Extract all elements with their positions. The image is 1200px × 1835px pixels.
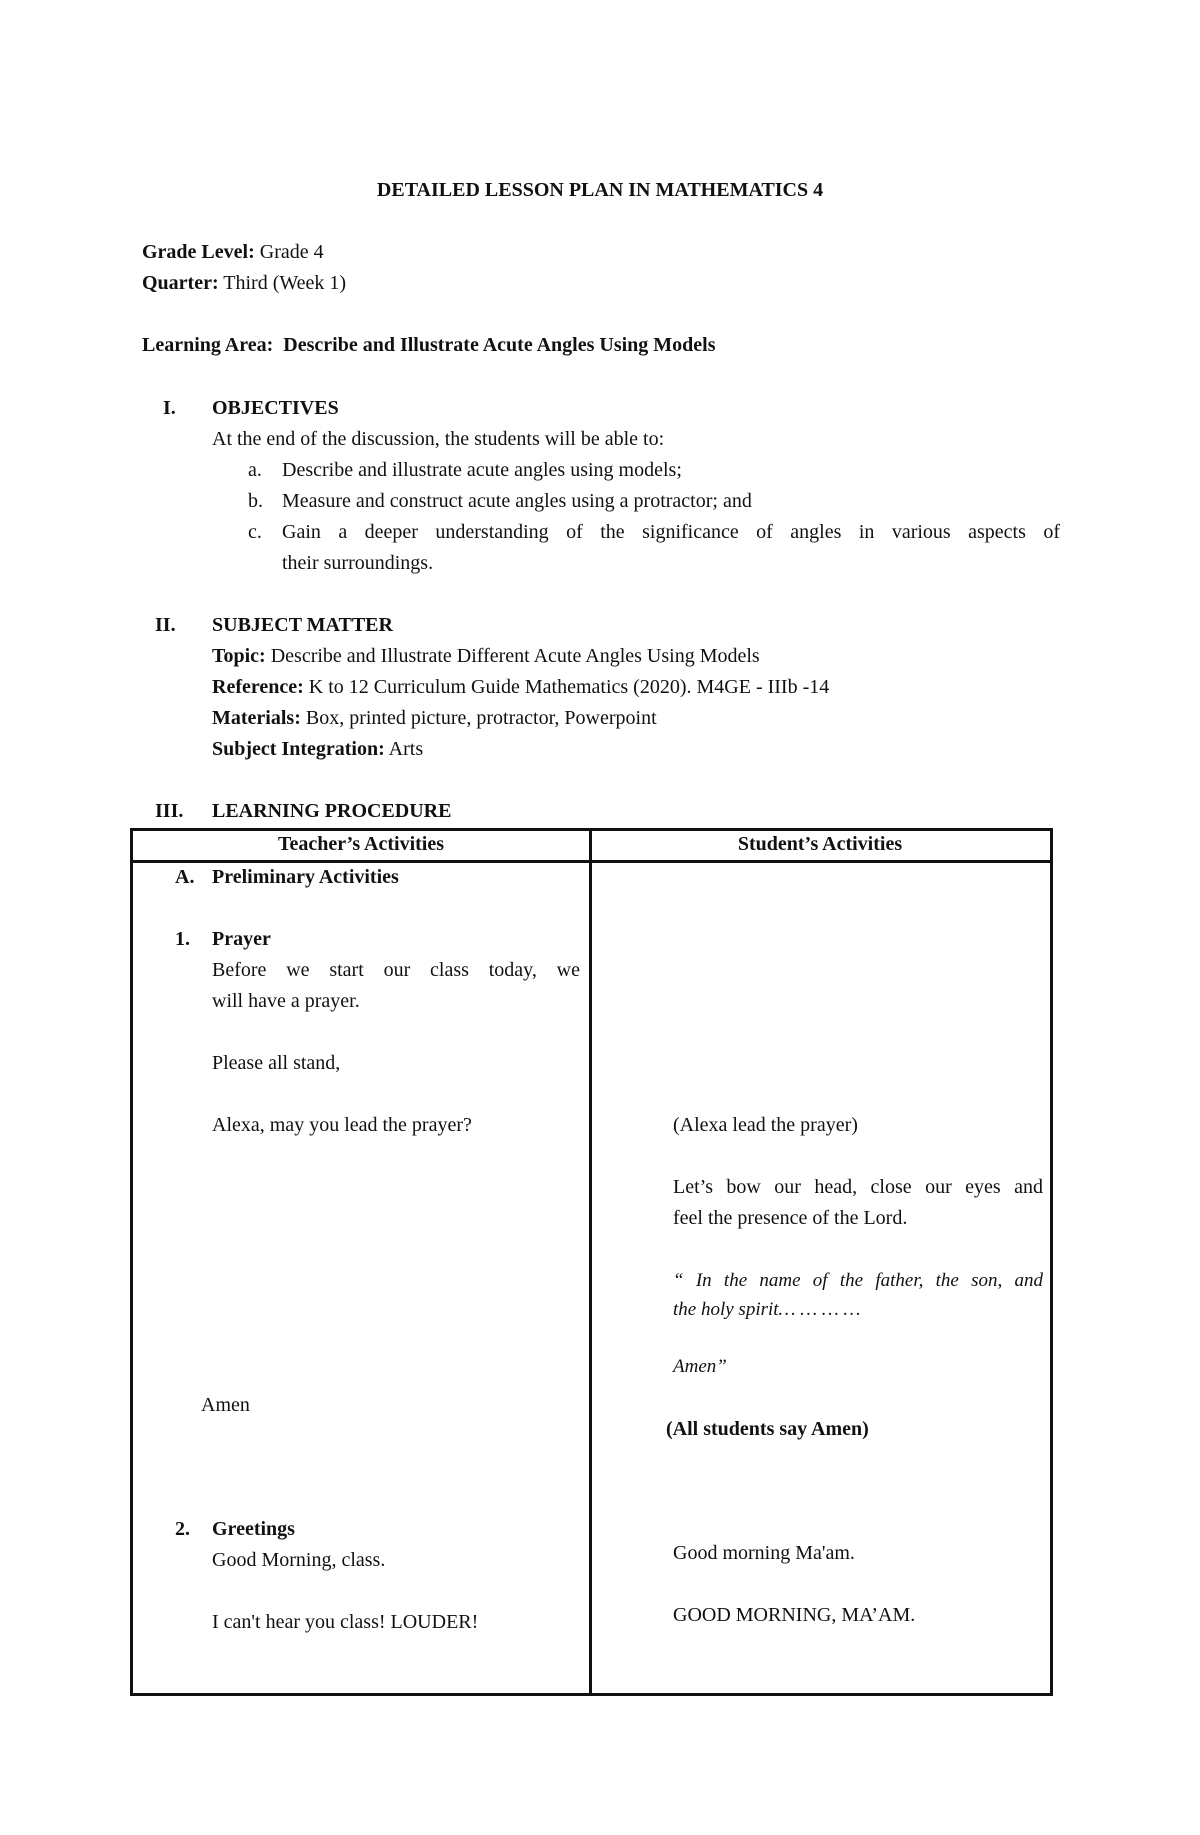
student-alexa-line: (Alexa lead the prayer): [673, 1114, 858, 1136]
greetings-title: Greetings: [212, 1518, 295, 1540]
objectives-numeral: I.: [163, 397, 176, 419]
integration-line: [212, 739, 423, 759]
topic-label: Topic:: [212, 645, 266, 667]
teacher-amen: Amen: [201, 1394, 250, 1416]
objective-b-text: Measure and construct acute angles using a protractor; and: [282, 490, 752, 512]
objectives-heading: OBJECTIVES: [212, 397, 339, 419]
page-title: DETAILED LESSON PLAN IN MATHEMATICS 4: [376, 179, 824, 201]
integration-value: Arts: [388, 738, 424, 760]
topic-line: [212, 646, 760, 666]
materials-line: [212, 708, 657, 728]
reference-label: Reference:: [212, 676, 304, 698]
learning-area-value: Describe and Illustrate Acute Angles Using Models: [283, 334, 716, 356]
grade-level-value: Grade 4: [259, 241, 324, 263]
teacher-louder-line: I can't hear you class! LOUDER!: [212, 1611, 479, 1633]
teacher-activities-header: Teacher’s Activities: [277, 833, 445, 855]
reference-value: K to 12 Curriculum Guide Mathematics (2020). M4GE - IIIb -14: [308, 676, 830, 698]
objective-b-marker: b.: [248, 490, 263, 512]
integration-label: Subject Integration:: [212, 738, 385, 760]
prayer-title: Prayer: [212, 928, 271, 950]
prayer-intro-line1: Before we start our class today, we: [212, 959, 580, 981]
objective-a-marker: a.: [248, 459, 262, 481]
objectives-intro: At the end of the discussion, the students will be able to:: [212, 428, 665, 450]
procedure-numeral: III.: [155, 800, 184, 822]
grade-level-label: Grade Level:: [142, 241, 255, 263]
grade-level-line: [142, 242, 324, 262]
objective-c-text: Gain a deeper understanding of the significance of angles in various aspects of: [282, 521, 1060, 543]
subject-matter-numeral: II.: [155, 614, 176, 636]
student-prayer-line2: the holy spirit… … … …: [673, 1299, 861, 1320]
procedure-heading: LEARNING PROCEDURE: [212, 800, 452, 822]
student-good-morning-loud: GOOD MORNING, MA’AM.: [673, 1604, 916, 1626]
student-prayer-line1: “ In the name of the father, the son, and: [673, 1270, 1043, 1291]
prayer-marker: 1.: [175, 928, 190, 950]
teacher-stand-line: Please all stand,: [212, 1052, 341, 1074]
objective-c-marker: c.: [248, 521, 262, 543]
prayer-intro-line2: will have a prayer.: [212, 990, 360, 1012]
teacher-greeting-line: Good Morning, class.: [212, 1549, 386, 1571]
table-column-divider: [589, 828, 592, 1696]
quarter-value: Third (Week 1): [223, 272, 347, 294]
preliminary-title: Preliminary Activities: [212, 866, 399, 888]
student-amen-quote: Amen”: [673, 1356, 727, 1377]
student-activities-header: Student’s Activities: [737, 833, 903, 855]
student-good-morning: Good morning Ma'am.: [673, 1542, 855, 1564]
reference-line: [212, 677, 829, 697]
student-bow-line2: feel the presence of the Lord.: [673, 1207, 908, 1229]
learning-area-line: [142, 335, 716, 355]
preliminary-marker: A.: [175, 866, 195, 888]
quarter-line: [142, 273, 346, 293]
teacher-lead-prayer-line: Alexa, may you lead the prayer?: [212, 1114, 472, 1136]
objective-c-continuation: their surroundings.: [282, 552, 434, 574]
quarter-label: Quarter:: [142, 272, 219, 294]
all-students-amen: (All students say Amen): [666, 1418, 869, 1440]
learning-area-label: Learning Area:: [142, 334, 274, 356]
greetings-marker: 2.: [175, 1518, 190, 1540]
objective-a-text: Describe and illustrate acute angles using models;: [282, 459, 682, 481]
subject-matter-heading: SUBJECT MATTER: [212, 614, 393, 636]
materials-label: Materials:: [212, 707, 301, 729]
student-bow-line1: Let’s bow our head, close our eyes and: [673, 1176, 1043, 1198]
materials-value: Box, printed picture, protractor, Powerpoint: [305, 707, 657, 729]
topic-value: Describe and Illustrate Different Acute Angles Using Models: [270, 645, 760, 667]
